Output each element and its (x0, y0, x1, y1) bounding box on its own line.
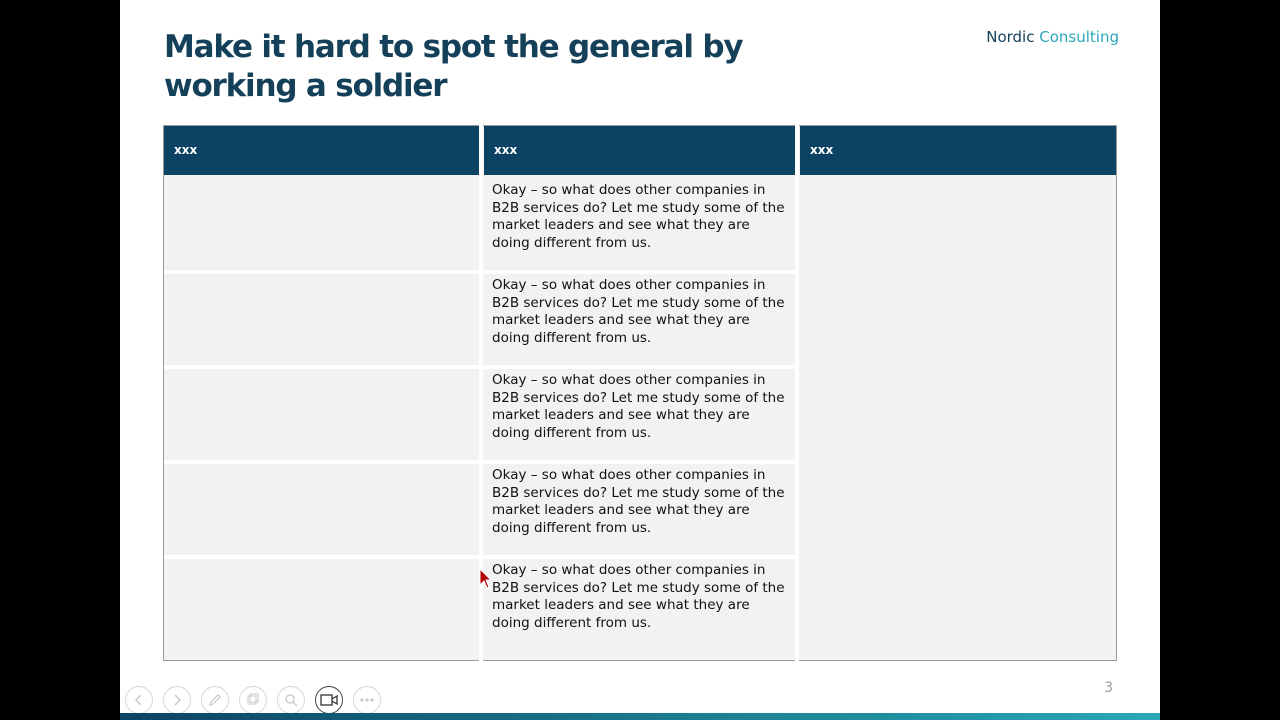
slides-icon (246, 693, 260, 707)
brand-logo (986, 28, 1119, 46)
table-cell-r3-c2: Okay – so what does other companies in B2B services do? Let me study some of the market leaders and see what they are doing different from us. (484, 365, 796, 456)
column-divider-2 (795, 125, 799, 661)
table-cell-r2-c1 (164, 270, 480, 361)
zoom-button[interactable] (277, 686, 305, 714)
next-slide-icon (171, 694, 183, 706)
table-cell-r4-c1 (164, 460, 480, 551)
more-options-icon (359, 697, 375, 703)
content-table (163, 125, 1117, 661)
table-header-3: xxx (800, 126, 1116, 175)
row-divider-3 (164, 460, 795, 464)
camera-icon (320, 694, 338, 706)
row-divider-4 (164, 555, 795, 559)
table-cell-r3-c1 (164, 365, 480, 456)
next-slide-button[interactable] (163, 686, 191, 714)
table-column-1 (164, 126, 480, 175)
table-cell-r5-c2: Okay – so what does other companies in B2B services do? Let me study some of the market leaders and see what they are doing different from us. (484, 555, 796, 660)
table-header-2: xxx (484, 126, 796, 175)
slide-page-number: 3 (1104, 680, 1113, 696)
slide-bottom-bar (120, 713, 1160, 720)
zoom-icon (284, 693, 298, 707)
table-column-3 (800, 126, 1116, 175)
pen-icon (208, 693, 222, 707)
table-cell-r1-c1 (164, 175, 480, 266)
table-cell-r2-c2: Okay – so what does other companies in B2B services do? Let me study some of the market leaders and see what they are doing different from us. (484, 270, 796, 361)
slide-title-line-1: Make it hard to spot the general by (164, 29, 743, 65)
camera-button[interactable] (315, 686, 343, 714)
mouse-cursor-icon (479, 568, 493, 590)
table-column-2 (484, 126, 796, 631)
previous-slide-button[interactable] (125, 686, 153, 714)
table-cell-r1-c2: Okay – so what does other companies in B2B services do? Let me study some of the market leaders and see what they are doing different from us. (484, 175, 796, 266)
pen-button[interactable] (201, 686, 229, 714)
presenter-toolbar (125, 686, 381, 714)
table-header-1: xxx (164, 126, 480, 175)
table-cell-c3-merged (800, 175, 1116, 660)
table-cell-r5-c1 (164, 555, 480, 660)
brand-accent-text: Consulting (1039, 28, 1119, 46)
row-divider-2 (164, 365, 795, 369)
more-options-button[interactable] (353, 686, 381, 714)
slides-button[interactable] (239, 686, 267, 714)
previous-slide-icon (133, 694, 145, 706)
slide-title-line-2: working a soldier (164, 68, 447, 104)
table-cell-r4-c2: Okay – so what does other companies in B2B services do? Let me study some of the market leaders and see what they are doing different from us. (484, 460, 796, 551)
presentation-slide (120, 0, 1160, 720)
row-divider-1 (164, 270, 795, 274)
brand-primary-text: Nordic (986, 28, 1035, 46)
slide-title (164, 28, 884, 106)
